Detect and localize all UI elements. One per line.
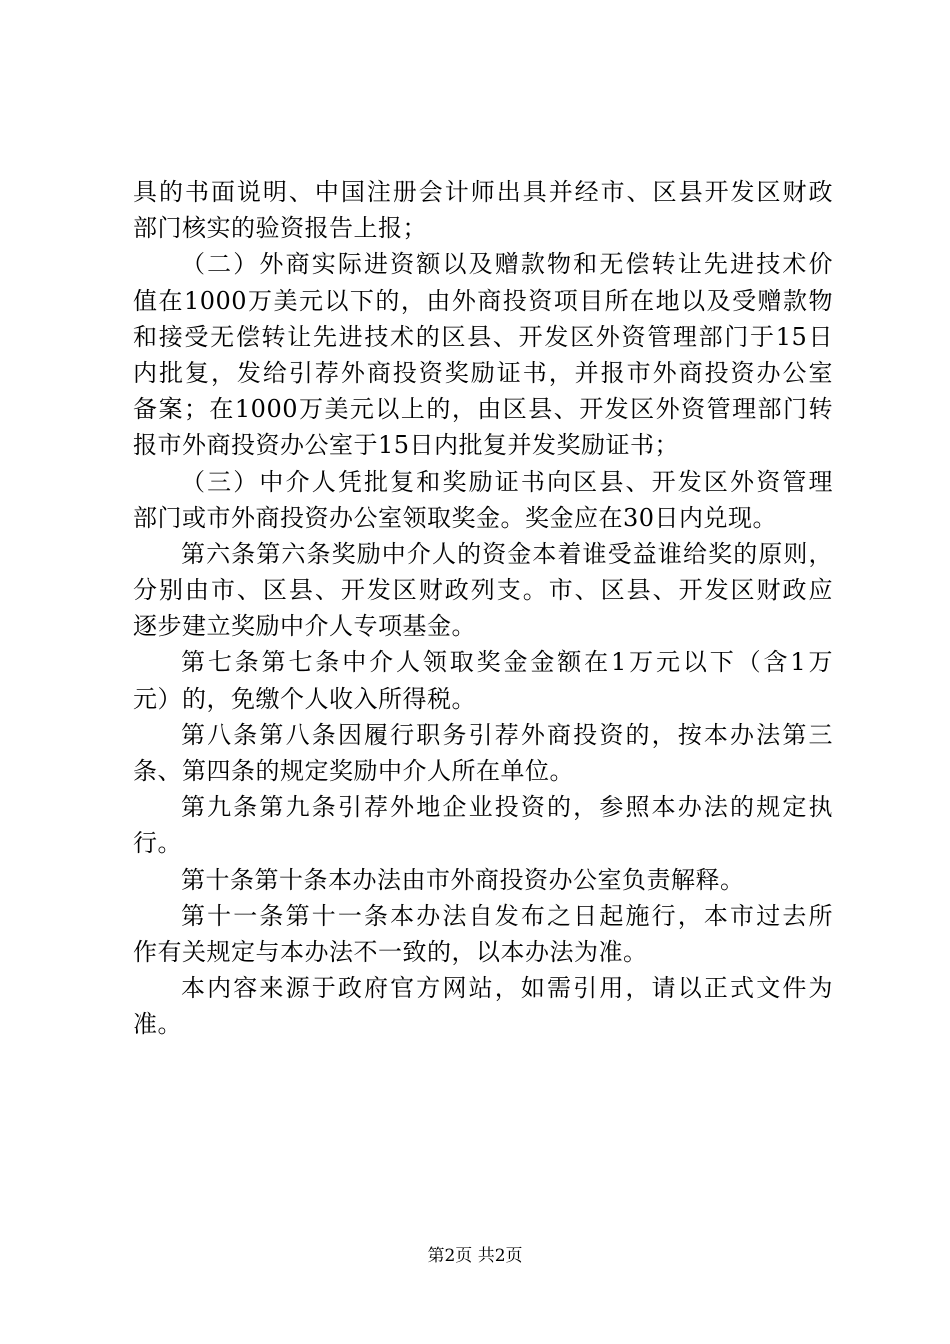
text-line: 条、第四条的规定奖励中介人所在单位。 <box>133 757 574 785</box>
text-line: 内批复，发给引荐外商投资奖励证书，并报市外商投资办公室 <box>133 358 833 387</box>
text-line: 第十一条第十一条本办法自发布之日起施行，本市过去所 <box>181 901 833 930</box>
text-line: （二）外商实际进资额以及赠款物和无偿转让先进技术价 <box>181 250 833 279</box>
text-line: 具的书面说明、中国注册会计师出具并经市、区县开发区财政 <box>133 178 833 206</box>
text-line: 值在1000万美元以下的，由外商投资项目所在地以及受赠款物 <box>133 286 833 315</box>
text-line: （三）中介人凭批复和奖励证书向区县、开发区外资管理 <box>181 467 833 496</box>
text-line: 第七条第七条中介人领取奖金金额在1万元以下（含1万 <box>181 648 833 677</box>
page-number-footer: 第2页 共2页 <box>427 1246 523 1266</box>
text-line: 准。 <box>133 1010 182 1039</box>
text-line: 元）的，免缴个人收入所得税。 <box>133 684 476 713</box>
text-line: 报市外商投资办公室于15日内批复并发奖励证书； <box>133 431 680 460</box>
text-line: 行。 <box>133 829 182 858</box>
text-line: 作有关规定与本办法不一致的，以本办法为准。 <box>133 937 648 966</box>
text-line: 和接受无偿转让先进技术的区县、开发区外资管理部门于15日 <box>133 322 833 351</box>
text-line: 部门核实的验资报告上报； <box>133 214 427 243</box>
text-line: 第九条第九条引荐外地企业投资的，参照本办法的规定执 <box>181 793 833 822</box>
text-line: 本内容来源于政府官方网站，如需引用，请以正式文件为 <box>181 974 833 1003</box>
text-line: 部门或市外商投资办公室领取奖金。奖金应在30日内兑现。 <box>133 503 778 532</box>
text-line: 逐步建立奖励中介人专项基金。 <box>133 612 476 641</box>
text-line: 第六条第六条奖励中介人的资金本着谁受益谁给奖的原则， <box>181 539 833 568</box>
text-line: 分别由市、区县、开发区财政列支。市、区县、开发区财政应 <box>133 576 833 605</box>
text-line: 第十条第十条本办法由市外商投资办公室负责解释。 <box>181 865 745 894</box>
document-body <box>133 174 833 1043</box>
text-line: 备案；在1000万美元以上的，由区县、开发区外资管理部门转 <box>133 395 833 424</box>
text-line: 第八条第八条因履行职务引荐外商投资的，按本办法第三 <box>181 720 833 749</box>
